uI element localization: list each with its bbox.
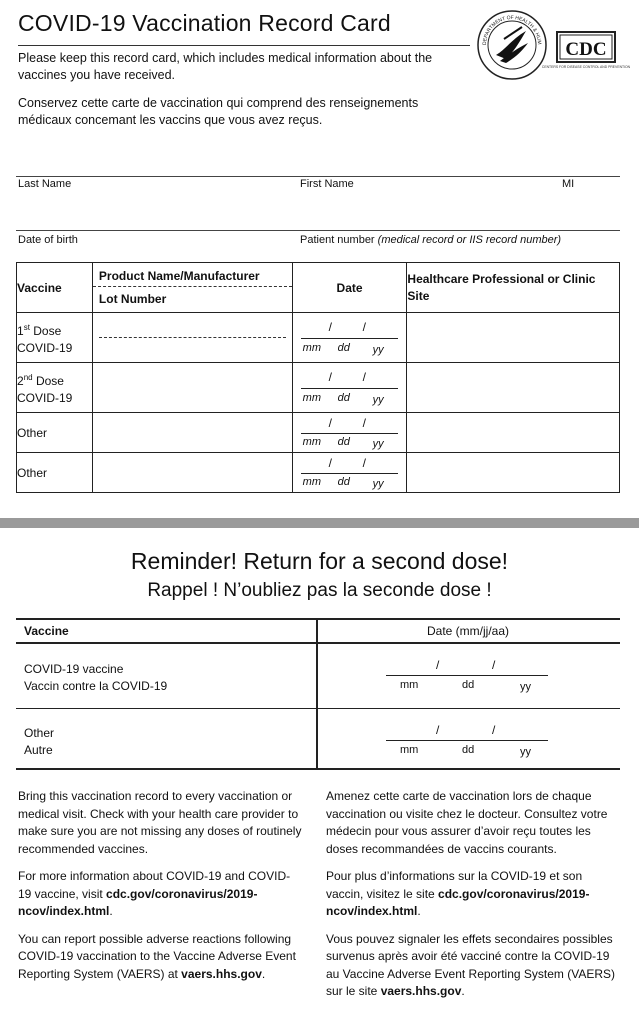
info-en-vaers: You can report possible adverse reactions following COVID-19 vaccination to the Vaccine Adverse Event Reporting System (VAERS) at vaers.hhs.gov.: [18, 931, 296, 981]
dose-1-date-field[interactable]: / / mm dd yy: [292, 313, 407, 363]
reminder-table-bottom-rule: [16, 768, 620, 770]
reminder-table-top-rule: [16, 618, 620, 620]
patient-number-label: Patient number (medical record or IIS record number): [300, 234, 562, 246]
reminder-covid-date-field[interactable]: / / mm dd yy: [386, 658, 548, 698]
dob-line: [16, 230, 620, 231]
other-1-label: Other: [17, 413, 93, 453]
date-header: Date: [292, 263, 407, 313]
reminder-row-covid: COVID-19 vaccine Vaccin contre la COVID-19: [24, 662, 168, 693]
svg-text:CDC: CDC: [565, 39, 607, 60]
dob-label: Date of birth: [18, 234, 78, 246]
card-title: COVID-19 Vaccination Record Card: [18, 10, 391, 36]
card-separator: [0, 518, 639, 528]
info-fr-bring-record: Amenez cette carte de vaccination lors de chaque vaccination ou visite chez le docteur. Consultez votre médecin pour vous assurer d’avoir reçu toutes les doses recommandées de vaccins courants.: [326, 789, 608, 856]
dose-2-product-field[interactable]: [92, 363, 292, 413]
intro-english: Please keep this record card, which includes medical information about the vaccines you have received.: [18, 51, 433, 82]
info-english: [18, 788, 303, 993]
reminder-row-rule: [16, 708, 620, 709]
other-2-site-field[interactable]: [407, 453, 620, 493]
info-fr-vaers: Vous pouvez signaler les effets secondaires possibles survenus après avoir été vacciné contre la COVID-19 au Vaccine Adverse Event Reporting System (VAERS) sur le site vaers.hhs.gov.: [326, 931, 616, 998]
reminder-date-header: Date (mm/jj/aa): [426, 624, 509, 638]
other-2-label: Other: [17, 453, 93, 493]
other-1-product-field[interactable]: [92, 413, 292, 453]
reminder-other-date-field[interactable]: / / mm dd yy: [386, 723, 548, 763]
reminder-vaccine-header: Vaccine: [24, 624, 69, 638]
dose-1-product-field[interactable]: [92, 313, 292, 363]
svg-text:DEPARTMENT OF HEALTH & HUMAN S: DEPARTMENT OF HEALTH & HUM: [481, 14, 543, 46]
table-row: [17, 313, 620, 363]
info-en-bring-record: Bring this vaccination record to every vaccination or medical visit. Check with your health care provider to make sure you are not missing any doses of routinely recommended vaccines.: [18, 789, 302, 856]
dose-2-label: 2nd Dose COVID-19: [17, 363, 93, 413]
table-row: [17, 363, 620, 413]
info-french: [326, 788, 621, 1011]
table-row: [17, 453, 620, 493]
dose-2-site-field[interactable]: [407, 363, 620, 413]
vaers-link-fr[interactable]: vaers.hhs.gov: [380, 984, 462, 998]
site-header: Healthcare Professional or Clinic Site: [407, 263, 620, 313]
other-1-site-field[interactable]: [407, 413, 620, 453]
mi-label: MI: [562, 178, 575, 190]
reminder-row-other: Other Autre: [24, 726, 55, 757]
other-2-date-field[interactable]: / / mm dd yy: [292, 453, 407, 493]
table-header-row: [17, 263, 620, 313]
cdc-link-fr[interactable]: cdc.gov/coronavirus/2019-ncov/index.html: [326, 886, 590, 918]
reminder-english: Reminder! Return for a second dose!: [130, 548, 509, 574]
hhs-seal-icon: [476, 9, 548, 81]
title-rule: [18, 45, 470, 46]
reminder-header-rule: [16, 642, 620, 644]
first-name-label: First Name: [300, 178, 354, 190]
other-2-product-field[interactable]: [92, 453, 292, 493]
other-1-date-field[interactable]: / / mm dd yy: [292, 413, 407, 453]
vaers-link[interactable]: vaers.hhs.gov: [181, 966, 262, 981]
product-header: Product Name/Manufacturer Lot Number: [92, 263, 292, 313]
intro-french: Conservez cette carte de vaccination qui comprend des renseignements médicaux concemant les vaccins que vous avez reçus.: [18, 96, 419, 127]
name-line: [16, 176, 620, 177]
svg-text:CENTERS FOR DISEASE CONTROL AN: CENTERS FOR DISEASE CONTROL AND PREVENTION: [541, 65, 631, 69]
info-fr-more-info: Pour plus d’informations sur la COVID-19 et son vaccin, visitez le site cdc.gov/coronavirus/2019-ncov/index.html.: [326, 869, 590, 918]
cdc-link[interactable]: cdc.gov/coronavirus/2019-ncov/index.html: [18, 886, 258, 918]
dose-1-label: 1st Dose COVID-19: [17, 313, 93, 363]
reminder-column-divider: [316, 618, 318, 768]
last-name-label: Last Name: [18, 178, 72, 190]
vaccine-header: Vaccine: [17, 263, 93, 313]
dose-1-site-field[interactable]: [407, 313, 620, 363]
vaccine-record-table: [16, 262, 620, 493]
record-card-back: [0, 528, 639, 1024]
table-row: [17, 413, 620, 453]
cdc-logo: [541, 28, 631, 74]
reminder-french: Rappel ! N’oubliez pas la seconde dose !: [147, 580, 492, 601]
dose-2-date-field[interactable]: / / mm dd yy: [292, 363, 407, 413]
info-en-more-info: For more information about COVID-19 and COVID-19 vaccine, visit cdc.gov/coronavirus/2019-ncov/index.html.: [18, 869, 291, 918]
